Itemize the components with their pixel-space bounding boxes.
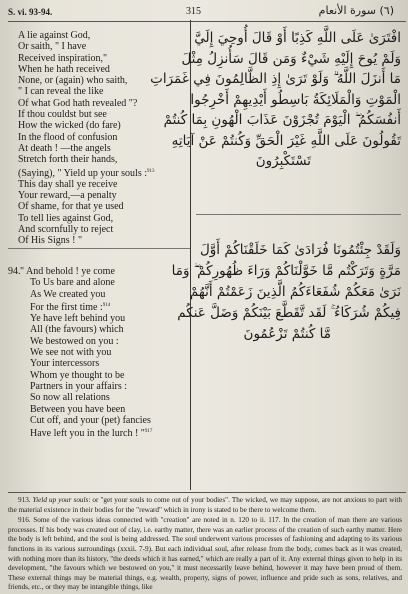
arabic-line: مَّا كُنتُمْ تَزْعُمُونَ	[243, 326, 331, 342]
arabic-line: وَلَقَدْ جِئْتُمُونَا فُرَادَىٰ كَمَا خَلَقْنَاكُمْ أَوَّلَ	[199, 242, 401, 258]
arabic-line: نَرَىٰ مَعَكُمْ شُفَعَاءَكُمُ الَّذِينَ زَعَمْتُمْ أَنَّهُمْ	[189, 284, 401, 300]
verse-line: As We created you	[30, 288, 106, 300]
verse-line: This day shall ye receive	[18, 178, 118, 190]
verse-93-english	[8, 30, 188, 247]
footnote-ref: 917	[144, 429, 153, 435]
arabic-line: مَرَّةٍ وَتَرَكْتُم مَّا خَوَّلْنَاكُمْ وَرَاءَ ظُهُورِكُمْ ۖ وَمَا	[171, 263, 401, 279]
footnote-number: 916.	[18, 516, 31, 525]
verse-number: 94.	[8, 266, 21, 277]
verse-line: Stretch forth their hands,	[18, 154, 118, 166]
verse-line: None, or (again) who saith,	[18, 75, 128, 87]
arabic-verse-separator	[196, 214, 401, 215]
header-rule	[8, 21, 406, 22]
footnotes	[8, 496, 402, 594]
verse-line: At death ! —the angels	[18, 142, 111, 154]
footnote-ref: 913	[146, 168, 155, 174]
verse-line: Partners in your affairs :	[30, 380, 128, 392]
verse-line-text: Have left you in the lurch ! "	[30, 428, 145, 440]
verse-line: So now all relations	[30, 392, 110, 404]
verse-line: To tell lies against God,	[18, 212, 114, 224]
footnote-916	[8, 516, 402, 593]
verse-separator	[8, 248, 190, 249]
verse-line: Your reward,—a penalty	[18, 190, 117, 202]
footnote-text: : or "get your souls to come out of your bodies". The wicked, we may suppose, are not anxious to part with the material existence in their bodies for the "reward" which in irony is stated to be there to welcome them.	[8, 496, 402, 514]
verse-line: Ye have left behind you	[30, 313, 126, 325]
verse-line: We see not with you	[30, 347, 112, 359]
surah-verse-reference: S. vi. 93-94.	[8, 7, 53, 17]
verse-line: " I can reveal the like	[18, 86, 104, 98]
verse-line: When he hath received	[18, 63, 110, 75]
footnote-lead: Yield up your souls	[32, 496, 89, 504]
verse-line: Of His Signs ! "	[18, 235, 83, 247]
verse-line: Received inspiration,"	[18, 52, 108, 64]
verse-line: All (the favours) which	[30, 324, 124, 336]
arabic-line: الْمَوْتِ وَالْمَلَائِكَةُ بَاسِطُو أَيْدِيهِمْ أَخْرِجُوا	[190, 91, 401, 108]
verse-line: Whom ye thought to be	[30, 369, 125, 381]
arabic-line: افْتَرَىٰ عَلَى اللَّهِ كَذِبًا أَوْ قَالَ أُوحِيَ إِلَيَّ	[194, 30, 401, 46]
verse-line: Of shame, for that ye used	[18, 201, 124, 213]
verse-line: A lie against God,	[18, 30, 91, 41]
verse-line-text: (Saying), " Yield up your souls :	[18, 167, 147, 179]
verse-line	[8, 300, 188, 313]
footnote-913	[8, 496, 402, 515]
verse-line-text: " And behold ! ye come	[20, 266, 115, 277]
page-header	[0, 4, 408, 20]
verse-line-text: For the first time :	[30, 301, 103, 313]
verse-line: Your intercessors	[30, 358, 100, 370]
verse-94-arabic	[171, 240, 401, 345]
surah-title-arabic: (٦) سورة الأنعام	[318, 4, 394, 17]
verse-line: To Us bare and alone	[30, 277, 115, 289]
verse-line: In the flood of confusion	[18, 131, 118, 143]
verse-line	[8, 166, 188, 179]
verse-line: We bestowed on you :	[30, 335, 119, 347]
verse-line: How the wicked (do fare)	[18, 120, 121, 132]
verse-line: Between you have been	[30, 403, 126, 415]
arabic-line: تَقُولُونَ عَلَى اللَّهِ غَيْرَ الْحَقِّ وَكُنتُمْ عَنْ آيَاتِهِ	[171, 132, 401, 149]
verse-line: And scornfully to reject	[18, 224, 114, 236]
verse-line: If thou couldst but see	[18, 109, 107, 121]
verse-93-arabic	[150, 28, 401, 172]
footnote-number: 913.	[18, 496, 31, 504]
verse-line: Or saith, " I have	[18, 41, 87, 53]
page-number: 315	[186, 6, 201, 17]
arabic-line: مَا أَنزَلَ اللَّهُ ۗ وَلَوْ تَرَىٰ إِذِ الظَّالِمُونَ فِي غَمَرَاتِ	[150, 71, 401, 87]
arabic-line: فِيكُمْ شُرَكَاءُ ۚ لَقَد تَّقَطَّعَ بَيْنَكُمْ وَضَلَّ عَنكُم	[177, 305, 401, 321]
verse-94-english	[8, 266, 188, 439]
footnote-rule	[8, 492, 406, 493]
verse-line: Of what God hath revealed "?	[18, 97, 138, 109]
footnote-ref: 914	[102, 302, 111, 308]
arabic-line: وَلَمْ يُوحَ إِلَيْهِ شَيْءٌ وَمَن قَالَ سَأُنزِلُ مِثْلَ	[181, 50, 401, 67]
verse-line	[8, 266, 188, 277]
arabic-line: تَسْتَكْبِرُونَ	[255, 153, 311, 169]
verse-line	[8, 426, 188, 439]
verse-line: Cut off, and your (pet) fancies	[30, 414, 151, 426]
arabic-line: أَنفُسَكُمُ ۖ الْيَوْمَ تُجْزَوْنَ عَذَابَ الْهُونِ بِمَا كُنتُمْ	[163, 112, 401, 128]
footnote-text: Some of the various ideas connected with "creation" are noted in n. 120 to ii. 117. In the creation of man there are various processes. If his body was created out of clay, i.e. earthy matter, there was an earlier process of the creation of such earthy matter. Here the body is left behind, and the soul is being addressed. The soul underwent various processes of fashioning and adapting to its various functions in its various surroundings (xxxii. 7-9). But each individual soul, after release from the body, comes back as it was created, with nothing more than its history, "the deeds which it has earned," which are really a part of it. Any external things given to help in its development, "the favours which we bestowed on you," it must necessarily leave behind, however it may have been proud of them. These external things may be material things, e.g. wealth, property, signs of power, influence and pride such as sons, relatives, and friends, etc., or they may be intangible things, like	[8, 516, 403, 592]
